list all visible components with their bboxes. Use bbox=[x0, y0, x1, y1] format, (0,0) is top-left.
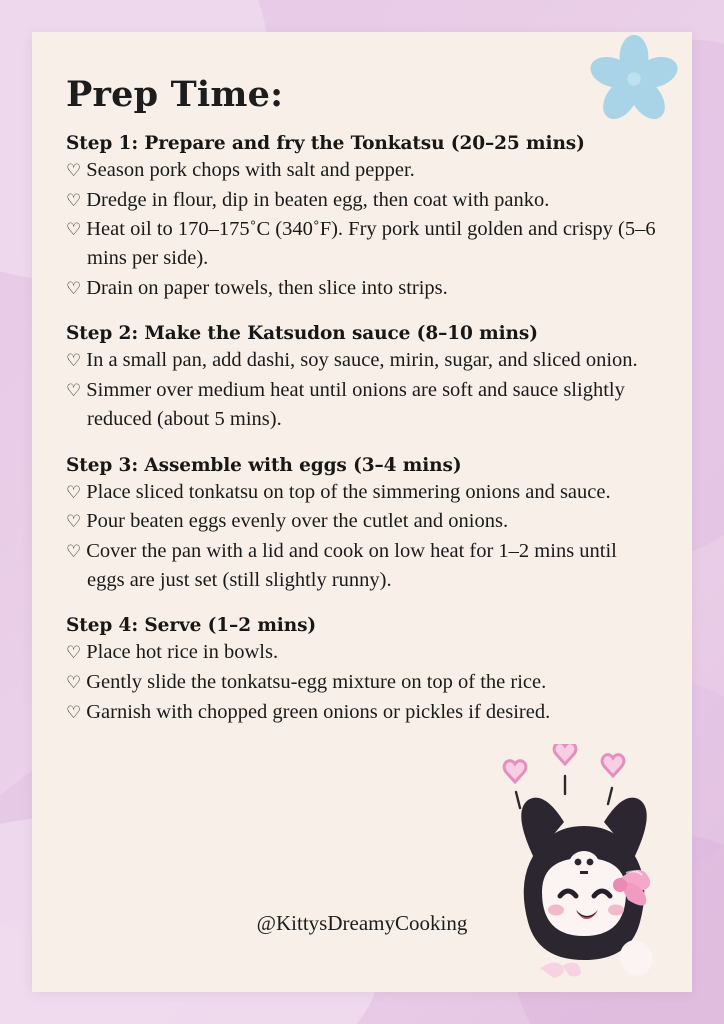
step-line-text: Gently slide the tonkatsu-egg mixture on top of the rice. bbox=[86, 670, 547, 693]
step-line-text: Season pork chops with salt and pepper. bbox=[86, 159, 415, 181]
step-heading: Step 4: Serve (1–2 mins) bbox=[66, 615, 317, 637]
heart-bullet-icon: ♡ bbox=[66, 482, 82, 503]
recipe-card bbox=[32, 32, 692, 992]
step-line bbox=[66, 156, 658, 185]
step-heading: Step 3: Assemble with eggs (3–4 mins) bbox=[66, 454, 462, 476]
step-line-text: Pour beaten eggs evenly over the cutlet and onions. bbox=[86, 510, 509, 533]
account-handle: @KittysDreamyCooking bbox=[256, 911, 468, 935]
step-line bbox=[66, 698, 658, 727]
step-line bbox=[66, 346, 658, 375]
step-line bbox=[66, 478, 658, 507]
step-line bbox=[66, 638, 658, 667]
step-line-list bbox=[66, 156, 658, 302]
step-line bbox=[66, 668, 658, 697]
heart-bullet-icon: ♡ bbox=[66, 541, 82, 562]
step-line-text: Dredge in flour, dip in beaten egg, then coat with panko. bbox=[86, 188, 550, 211]
step-heading: Step 2: Make the Katsudon sauce (8–10 mins) bbox=[66, 323, 538, 345]
step-block bbox=[66, 133, 658, 302]
step-line bbox=[66, 186, 658, 215]
kuromi-character-icon bbox=[468, 772, 692, 992]
step-line-text: Garnish with chopped green onions or pickles if desired. bbox=[86, 700, 551, 723]
heart-bullet-icon: ♡ bbox=[66, 351, 82, 372]
sakura-flower-icon bbox=[586, 32, 682, 128]
step-line-list bbox=[66, 478, 658, 595]
step-line-text: Simmer over medium heat until onions are soft and sauce slightly reduced (about 5 mins). bbox=[86, 379, 625, 430]
step-block bbox=[66, 615, 658, 726]
heart-bullet-icon: ♡ bbox=[66, 381, 82, 402]
heart-bullet-icon: ♡ bbox=[66, 190, 82, 211]
heart-bullet-icon: ♡ bbox=[66, 161, 82, 181]
step-line-text: Drain on paper towels, then slice into strips. bbox=[86, 276, 448, 299]
step-line bbox=[66, 215, 658, 272]
recipe-card-content bbox=[32, 32, 692, 992]
heart-bullet-icon: ♡ bbox=[66, 220, 82, 241]
step-line bbox=[66, 376, 658, 433]
step-line-list bbox=[66, 346, 658, 433]
step-line bbox=[66, 274, 658, 303]
page-title: Prep Time: bbox=[66, 74, 284, 115]
step-line-text: In a small pan, add dashi, soy sauce, mirin, sugar, and sliced onion. bbox=[86, 349, 638, 372]
step-block bbox=[66, 455, 658, 595]
heart-bullet-icon: ♡ bbox=[66, 643, 82, 664]
step-line bbox=[66, 537, 658, 594]
step-line-list bbox=[66, 638, 658, 726]
step-line-text: Heat oil to 170–175˚C (340˚F). Fry pork until golden and crispy (5–6 mins per side). bbox=[86, 218, 656, 270]
step-heading: Step 1: Prepare and fry the Tonkatsu (20–25 mins) bbox=[66, 133, 585, 154]
step-line-text: Place sliced tonkatsu on top of the simmering onions and sauce. bbox=[86, 480, 611, 503]
heart-bullet-icon: ♡ bbox=[66, 512, 82, 533]
heart-bullet-icon: ♡ bbox=[66, 672, 82, 693]
step-line-text: Place hot rice in bowls. bbox=[86, 641, 279, 664]
step-block bbox=[66, 323, 658, 433]
heart-bullet-icon: ♡ bbox=[66, 278, 82, 299]
heart-bullet-icon: ♡ bbox=[66, 702, 82, 723]
step-line-text: Cover the pan with a lid and cook on low heat for 1–2 mins until eggs are just set (still slightly runny). bbox=[86, 539, 617, 591]
step-line bbox=[66, 507, 658, 536]
